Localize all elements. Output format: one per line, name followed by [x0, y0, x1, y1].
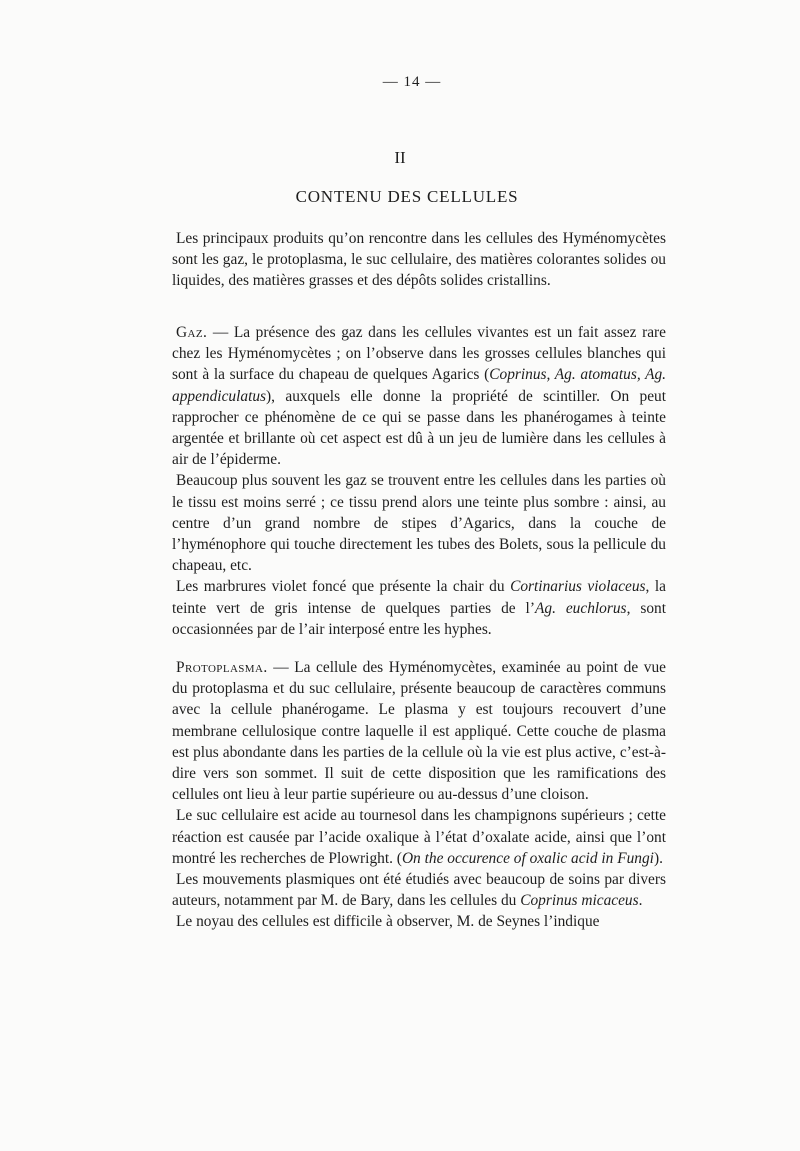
gaz-p3-text-b: , la teinte vert de gris intense de quelques parties de l’: [172, 578, 666, 617]
gaz-p3-species-2: Ag. euchlorus: [534, 599, 627, 617]
gaz-p3-text-a: Les marbrures violet foncé que présente la chair du: [176, 578, 511, 596]
gaz-p3-text-c: , sont occasionnées par de l’air interposé entre les hyphes.: [172, 599, 667, 638]
gaz-paragraph-3: [172, 576, 666, 640]
protoplasma-paragraph-2: [172, 805, 666, 869]
page-number: — 14 —: [382, 74, 442, 90]
gaz-p3-species-1: Cortinarius violaceus: [510, 578, 646, 596]
protoplasma-paragraph-1: [172, 657, 666, 805]
protoplasma-p1-text: — La cellule des Hyménomycètes, examinée au point de vue du protoplasma et du suc cellulaire, présente beaucoup de caractères communs avec la cellule phanérogame. Le plasma y est toujours recouvert d’une membrane cellulosique contre laquelle il est appliqué. Cette couche de plasma est plus abondante dans les parties de la cellule où la vie est plus active, c’est-à-dire vers son sommet. Il suit de cette disposition que les ramifications des cellules ont lieu à leur partie supérieure ou au-dessus d’une cloison.: [172, 659, 666, 804]
protoplasma-p3-species: Coprinus micaceus: [520, 892, 639, 910]
gaz-p1-text-b: ), auxquels elle donne la propriété de scintiller. On peut rapprocher ce phénomène de ce qui se passe dans les phanérogames à teinte argentée et brillante où cet aspect est dû à un jeu de lumière dans les cellules à air de l’épiderme.: [172, 387, 666, 469]
protoplasma-p2-citation: On the occurence of oxalic acid in Fungi: [401, 849, 654, 867]
protoplasma-p2-text-a: Le suc cellulaire est acide au tournesol dans les champignons supérieurs ; cette réaction est causée par l’acide oxalique à l’état d’oxalate acide, ainsi que l’ont montré les recherches de Plowright. (: [172, 807, 666, 867]
protoplasma-p2-text-b: ).: [653, 849, 663, 867]
protoplasma-p3-text-b: .: [638, 892, 643, 910]
gaz-p1-text-a: — La présence des gaz dans les cellules vivantes est un fait assez rare chez les Hyménomycètes ; on l’observe dans les grosses cellules blanches qui sont à la surface du chapeau de quelques Agarics (: [172, 324, 666, 384]
gaz-paragraph-1: [172, 322, 666, 470]
intro-paragraph: Les principaux produits qu’on rencontre dans les cellules des Hyménomycètes sont les gaz, le protoplasma, le suc cellulaire, des matières colorantes solides ou liquides, des matières grasses et des dépôts solides cristallins.: [172, 230, 666, 290]
protoplasma-section: [172, 657, 666, 933]
chapter-numeral: II: [394, 148, 406, 167]
protoplasma-paragraph-3: [172, 869, 666, 911]
protoplasma-heading: Protoplasma.: [176, 659, 268, 676]
protoplasma-paragraph-4: Le noyau des cellules est difficile à observer, M. de Seynes l’indique: [176, 913, 600, 931]
gaz-section: [172, 322, 666, 640]
gaz-heading: Gaz.: [176, 324, 208, 341]
chapter-title: CONTENU DES CELLULES: [295, 187, 519, 206]
gaz-p1-species-list: Coprinus, Ag. atomatus, Ag. appendiculatus: [172, 366, 667, 405]
gaz-paragraph-2: Beaucoup plus souvent les gaz se trouvent entre les cellules dans les parties où le tissu est moins serré ; ce tissu prend alors une teinte plus sombre : ainsi, au centre d’un grand nombre de stipes d’Agarics, dans la couche de l’hyménophore qui touche directement les tubes des Bolets, sous la pellicule du chapeau, etc.: [172, 472, 666, 575]
protoplasma-p3-text-a: Les mouvements plasmiques ont été étudiés avec beaucoup de soins par divers auteurs, notamment par M. de Bary, dans les cellules du: [172, 871, 666, 910]
intro-section: [172, 228, 666, 292]
